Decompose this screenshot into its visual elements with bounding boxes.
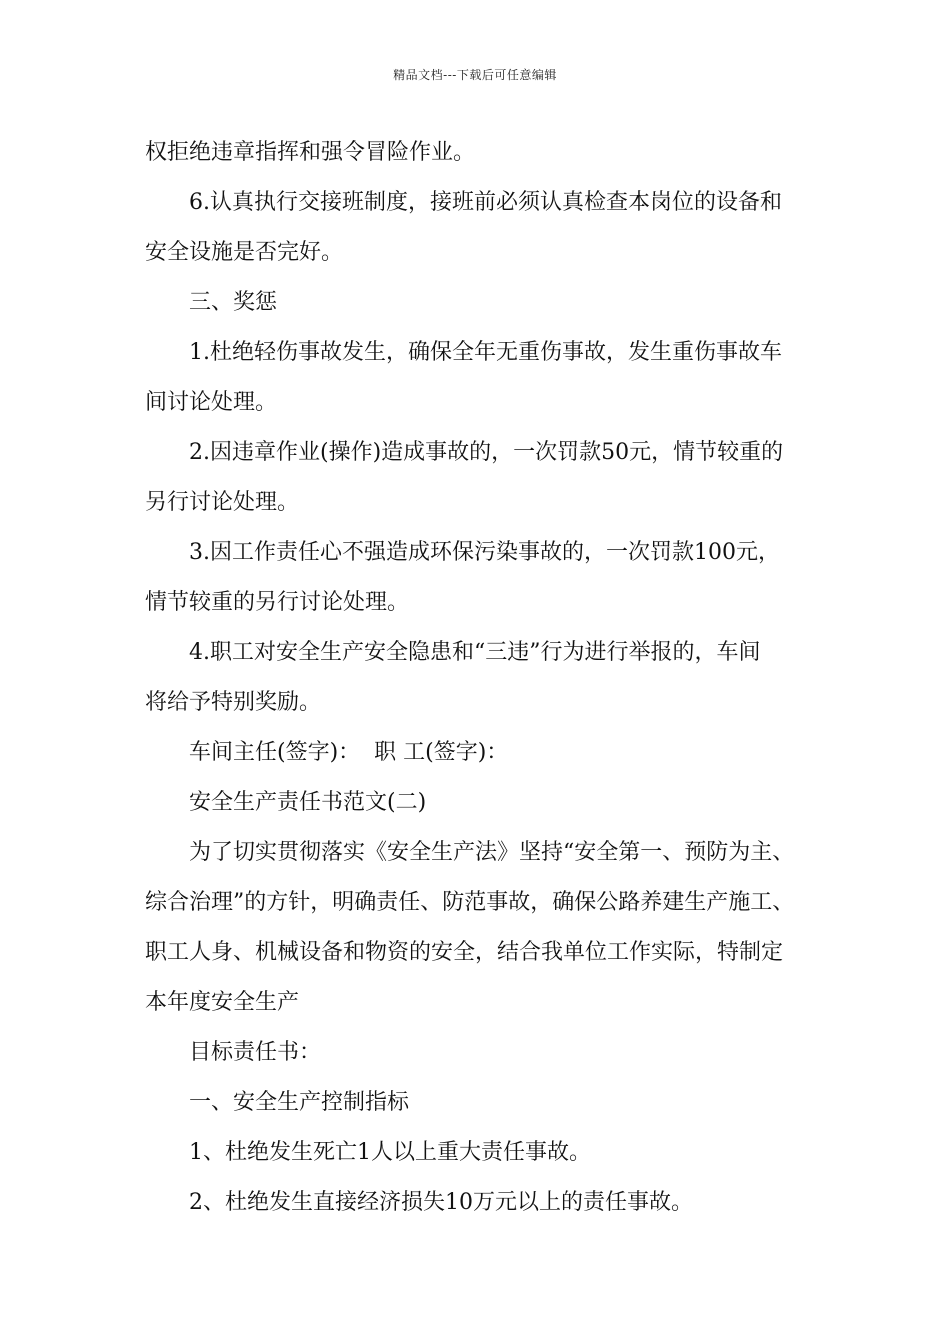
text-line: 情节较重的另行讨论处理。	[145, 590, 410, 615]
text-line: 为了切实贯彻落实《安全生产法》坚持“安全第一、预防为主、	[189, 840, 795, 865]
text-line: 6.认真执行交接班制度，接班前必须认真检查本岗位的设备和	[189, 190, 782, 215]
text-line: 目标责任书：	[189, 1040, 322, 1065]
text-line: 将给予特别奖励。	[145, 690, 322, 715]
text-line: 4.职工对安全生产安全隐患和“三违”行为进行举报的，车间	[189, 640, 761, 665]
text-line: 权拒绝违章指挥和强令冒险作业。	[145, 140, 476, 165]
signature-line: 车间主任(签字)： 职 工(签字)：	[189, 740, 509, 765]
section-heading: 一、安全生产控制指标	[189, 1090, 410, 1115]
text-line: 职工人身、机械设备和物资的安全，结合我单位工作实际，特制定	[145, 940, 784, 965]
text-line: 3.因工作责任心不强造成环保污染事故的，一次罚款100元，	[189, 540, 780, 565]
text-line: 间讨论处理。	[145, 390, 278, 415]
text-line: 2、杜绝发生直接经济损失10万元以上的责任事故。	[189, 1190, 693, 1215]
text-line: 2.因违章作业(操作)造成事故的，一次罚款50元，情节较重的	[189, 440, 784, 465]
text-line: 1、杜绝发生死亡1人以上重大责任事故。	[189, 1140, 591, 1165]
text-line: 综合治理”的方针，明确责任、防范事故，确保公路养建生产施工、	[145, 890, 795, 915]
text-line: 安全设施是否完好。	[145, 240, 344, 265]
text-line: 1.杜绝轻伤事故发生，确保全年无重伤事故，发生重伤事故车	[189, 340, 782, 365]
document-body	[145, 128, 835, 1228]
text-line: 另行讨论处理。	[145, 490, 300, 515]
text-line: 本年度安全生产	[145, 990, 300, 1015]
page-header: 精品文档---下载后可任意编辑	[393, 68, 557, 82]
section-heading: 三、奖惩	[189, 290, 278, 315]
document-title: 安全生产责任书范文(二)	[189, 790, 427, 815]
